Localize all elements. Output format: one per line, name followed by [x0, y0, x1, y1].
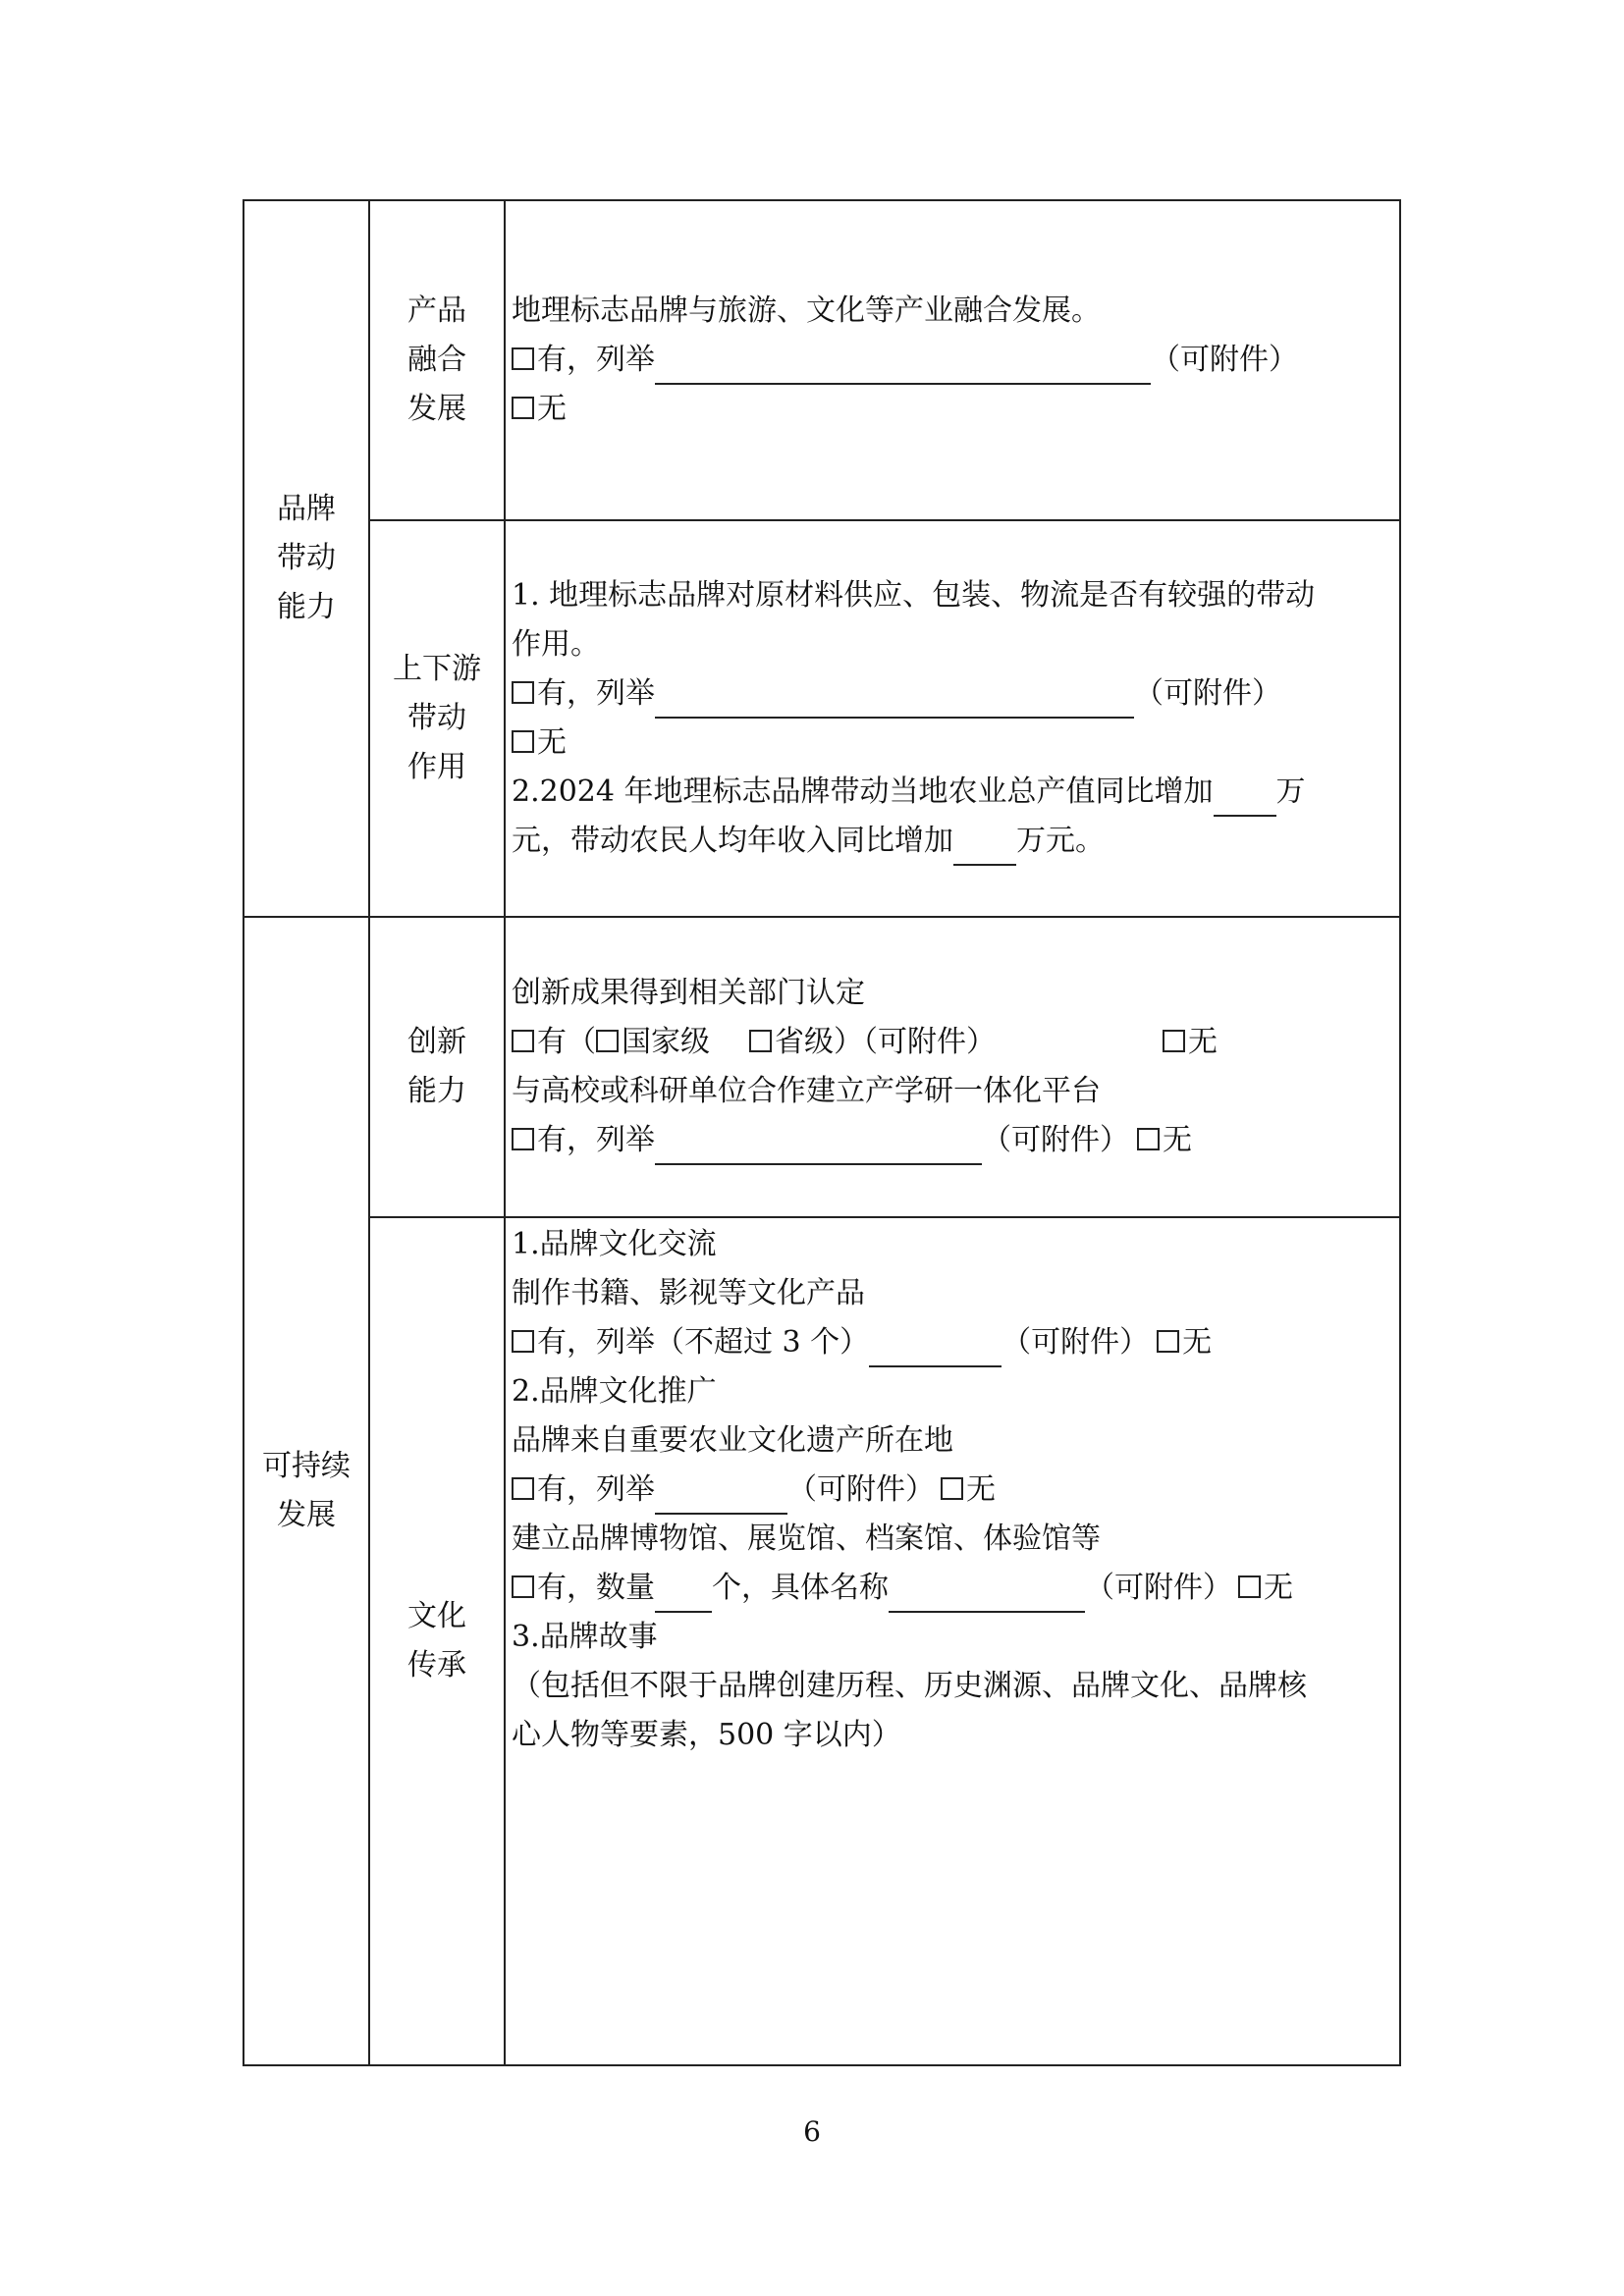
museum-question: 建立品牌博物馆、展览馆、档案馆、体验馆等: [512, 1522, 1101, 1556]
fusion-yes-line: 有，列举 （可附件）: [512, 336, 1399, 385]
content-product-fusion: [505, 200, 1400, 520]
category-brand-drive: [244, 200, 369, 917]
checkbox-national-level[interactable]: [596, 1030, 619, 1052]
museum-name-blank[interactable]: [889, 1579, 1085, 1613]
culture-products-line: 有，列举（不超过 3 个） （可附件） 无: [512, 1318, 1399, 1367]
chain-question-1-cont: 作用。: [512, 627, 600, 662]
category-brand-drive-label: 品牌 带动 能力: [277, 492, 336, 624]
output-increase-blank[interactable]: [1214, 783, 1276, 817]
culture-products-blank[interactable]: [869, 1334, 1001, 1367]
culture-products-question: 制作书籍、影视等文化产品: [512, 1276, 865, 1310]
checkbox-provincial-level[interactable]: [749, 1030, 772, 1052]
subcategory-product-fusion-label: 产品 融合 发展: [407, 294, 466, 426]
checkbox-culture-products-no[interactable]: [1157, 1330, 1179, 1353]
heritage-site-line: 有，列举 （可附件） 无: [512, 1466, 1399, 1515]
fusion-list-blank[interactable]: [655, 351, 1151, 385]
checkbox-heritage-no[interactable]: [941, 1477, 963, 1500]
row-innovation: [244, 917, 1400, 1217]
fusion-no-line: 无: [512, 385, 1399, 434]
brand-story-hint: （包括但不限于品牌创建历程、历史渊源、品牌文化、品牌核: [512, 1669, 1307, 1703]
content-upstream-downstream: [505, 520, 1400, 917]
category-sustainable-label: 可持续 发展: [262, 1449, 351, 1532]
culture-heading-1: 1.品牌文化交流: [512, 1227, 717, 1261]
platform-list-blank[interactable]: [655, 1132, 982, 1165]
subcategory-cultural-heritage: [369, 1217, 505, 2065]
row-upstream-downstream: [244, 520, 1400, 917]
checkbox-platform-no[interactable]: [1137, 1128, 1160, 1150]
chain-question-2: 2.2024 年地理标志品牌带动当地农业总产值同比增加 万: [512, 768, 1399, 817]
content-innovation: [505, 917, 1400, 1217]
checkbox-platform-yes[interactable]: [512, 1128, 534, 1150]
subcategory-innovation-label: 创新 能力: [407, 1025, 466, 1108]
museum-count-blank[interactable]: [655, 1579, 712, 1613]
category-sustainable: [244, 917, 369, 2065]
checkbox-innovation-no[interactable]: [1163, 1030, 1185, 1052]
content-cultural-heritage: [505, 1217, 1400, 2065]
culture-heading-3: 3.品牌故事: [512, 1620, 658, 1654]
chain-list-blank[interactable]: [655, 685, 1134, 719]
culture-heading-2: 2.品牌文化推广: [512, 1374, 717, 1409]
subcategory-innovation: [369, 917, 505, 1217]
checkbox-museum-yes[interactable]: [512, 1575, 534, 1598]
museum-line: 有，数量 个，具体名称 （可附件） 无: [512, 1564, 1399, 1613]
subcategory-product-fusion: [369, 200, 505, 520]
innovation-question-2: 与高校或科研单位合作建立产学研一体化平台: [512, 1074, 1101, 1108]
checkbox-chain-no[interactable]: [512, 730, 534, 753]
innovation-level-line: 有（ 国家级 省级）（可附件） 无: [512, 1018, 1399, 1067]
fusion-question: 地理标志品牌与旅游、文化等产业融合发展。: [512, 294, 1101, 328]
chain-question-1: 1. 地理标志品牌对原材料供应、包装、物流是否有较强的带动: [512, 578, 1316, 613]
page-number: 6: [803, 2115, 821, 2148]
checkbox-heritage-yes[interactable]: [512, 1477, 534, 1500]
heritage-list-blank[interactable]: [655, 1481, 787, 1515]
heritage-site-question: 品牌来自重要农业文化遗产所在地: [512, 1423, 953, 1458]
row-product-fusion: [244, 200, 1400, 520]
innovation-question-1: 创新成果得到相关部门认定: [512, 976, 865, 1010]
checkbox-chain-yes[interactable]: [512, 681, 534, 704]
checkbox-culture-products-yes[interactable]: [512, 1330, 534, 1353]
checkbox-innovation-yes[interactable]: [512, 1030, 534, 1052]
checkbox-fusion-no[interactable]: [512, 397, 534, 419]
subcategory-upstream-downstream: [369, 520, 505, 917]
application-form-table: [243, 199, 1401, 2066]
subcategory-cultural-heritage-label: 文化 传承: [407, 1599, 466, 1682]
subcategory-upstream-downstream-label: 上下游 带动 作用: [393, 652, 481, 784]
brand-story-hint-cont: 心人物等要素，500 字以内）: [512, 1718, 901, 1752]
row-cultural-heritage: [244, 1217, 1400, 2065]
chain-yes-line: 有，列举 （可附件）: [512, 669, 1399, 719]
checkbox-fusion-yes[interactable]: [512, 347, 534, 370]
platform-yes-line: 有，列举 （可附件） 无: [512, 1116, 1399, 1165]
checkbox-museum-no[interactable]: [1238, 1575, 1261, 1598]
income-increase-blank[interactable]: [953, 832, 1016, 866]
chain-question-2-cont: 元，带动农民人均年收入同比增加 万元。: [512, 817, 1399, 866]
chain-no-line: 无: [512, 719, 1399, 768]
